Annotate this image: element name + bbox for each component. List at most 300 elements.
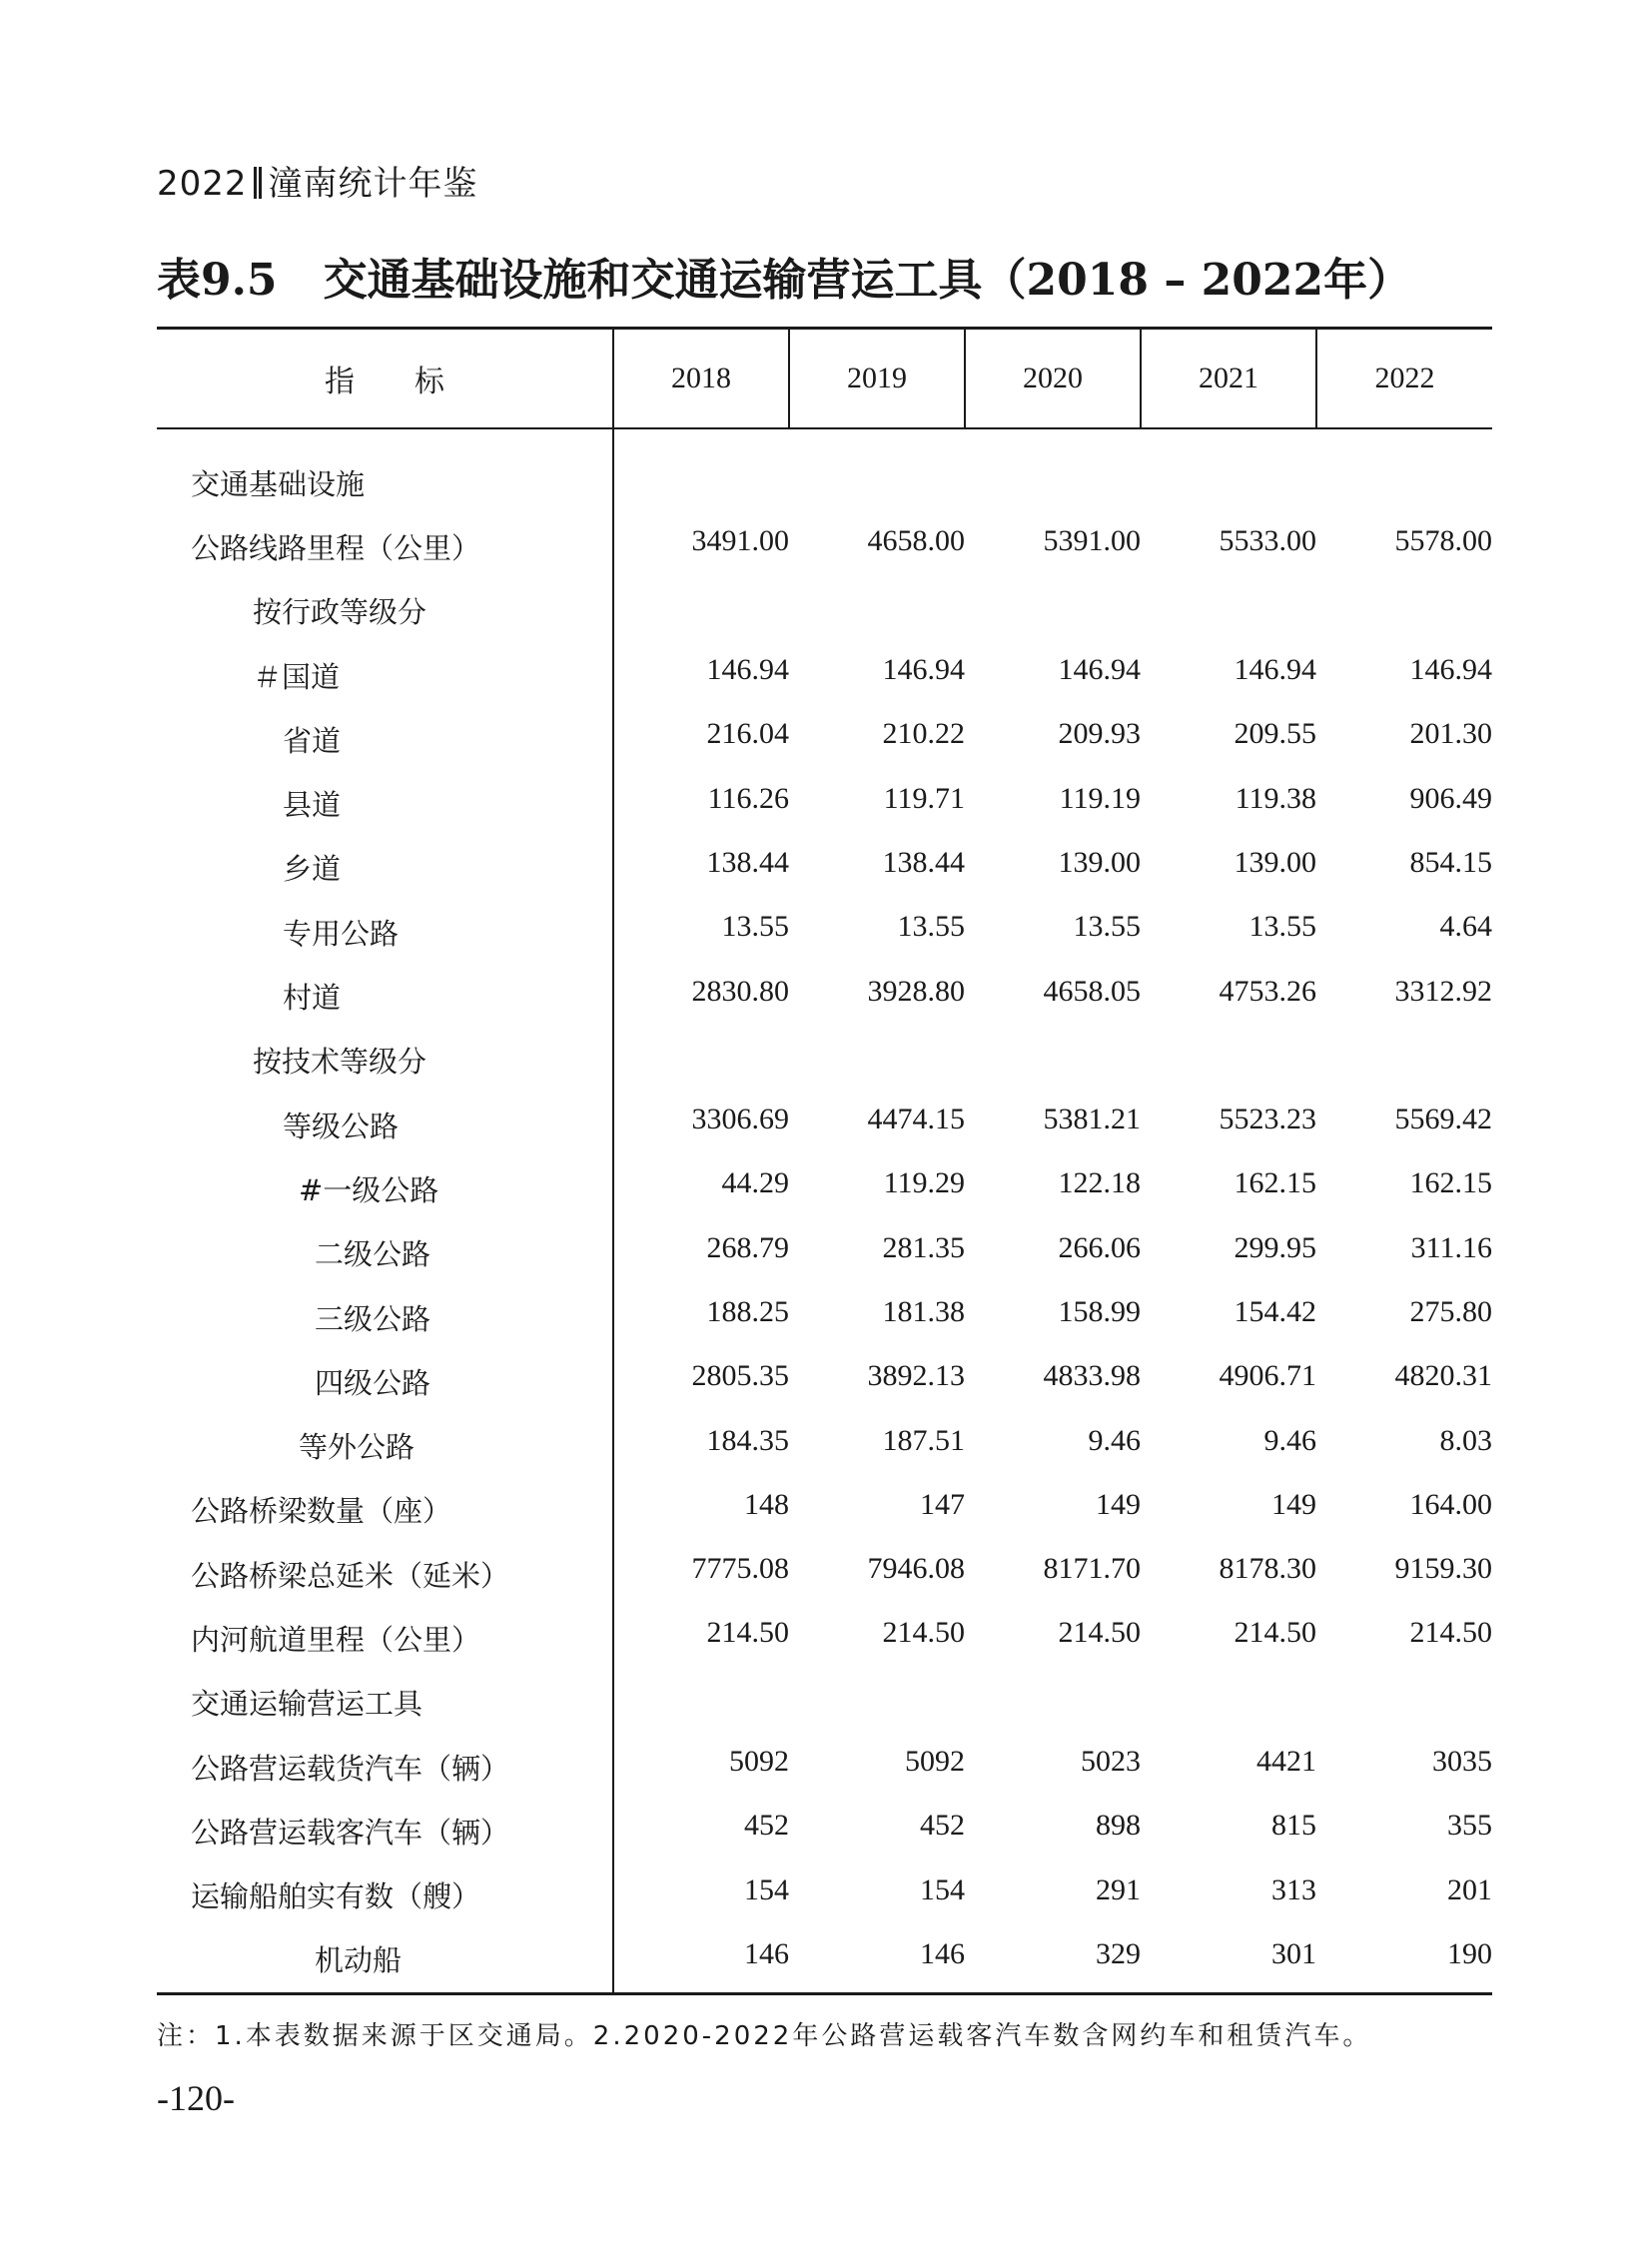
cell-value: 139.00	[1058, 845, 1141, 879]
cell-value: 149	[1271, 1487, 1316, 1521]
row-label-cell	[157, 428, 613, 511]
row-label: 省道	[283, 723, 342, 758]
cell-value: 13.55	[897, 910, 965, 944]
cell-value: 4658.05	[1043, 974, 1141, 1008]
value-cell-2022	[1316, 1282, 1492, 1346]
cell-value: 146	[744, 1936, 789, 1970]
value-cell-2020	[965, 576, 1141, 640]
value-cell-2021	[1141, 1346, 1316, 1410]
header-year: 2020	[965, 329, 1141, 429]
value-cell-2018	[613, 1346, 789, 1410]
value-cell-2022	[1316, 704, 1492, 768]
value-cell-2022	[1316, 428, 1492, 511]
value-cell-2022	[1316, 576, 1492, 640]
cell-value: 5381.21	[1043, 1103, 1141, 1136]
cell-value: 164.00	[1409, 1487, 1492, 1521]
row-label-cell	[157, 1924, 613, 1994]
value-cell-2018	[613, 897, 789, 961]
value-cell-2019	[789, 704, 965, 768]
value-cell-2022	[1316, 897, 1492, 961]
value-cell-2020	[965, 1603, 1141, 1667]
cell-value: 906.49	[1409, 781, 1492, 815]
row-label: 乡道	[283, 852, 342, 887]
row-label-cell	[157, 1861, 613, 1924]
running-head	[157, 156, 478, 205]
value-cell-2022	[1316, 961, 1492, 1025]
value-cell-2018	[613, 768, 789, 832]
cell-value: 138.44	[706, 845, 789, 879]
table-note: 注：1.本表数据来源于区交通局。2.2020-2022年公路营运载客汽车数含网约车和租赁汽车。	[157, 2021, 1372, 2051]
value-cell-2020	[965, 1539, 1141, 1603]
value-cell-2018	[613, 1026, 789, 1090]
value-cell-2021	[1141, 428, 1316, 511]
table-body	[157, 428, 1492, 1994]
table-row	[157, 1090, 1492, 1153]
cell-value: 214.50	[1058, 1616, 1141, 1650]
cell-value: 214.50	[882, 1616, 965, 1650]
cell-value: 4833.98	[1043, 1359, 1141, 1393]
value-cell-2018	[613, 428, 789, 511]
row-label-cell	[157, 1475, 613, 1539]
cell-value: 5092	[905, 1745, 965, 1779]
value-cell-2020	[965, 961, 1141, 1025]
cell-value: 3491.00	[691, 524, 789, 558]
cell-value: 147	[920, 1487, 965, 1521]
cell-value: 355	[1447, 1809, 1492, 1843]
value-cell-2022	[1316, 1410, 1492, 1474]
value-cell-2022	[1316, 1153, 1492, 1217]
table-row	[157, 1861, 1492, 1924]
value-cell-2020	[965, 428, 1141, 511]
row-label-cell	[157, 1090, 613, 1153]
cell-value: 4820.31	[1394, 1359, 1492, 1393]
table-row	[157, 897, 1492, 961]
value-cell-2018	[613, 511, 789, 575]
cell-value: 188.25	[706, 1295, 789, 1328]
row-label: 交通基础设施	[191, 466, 366, 501]
value-cell-2018	[613, 1218, 789, 1282]
cell-value: 201	[1447, 1872, 1492, 1906]
table-row	[157, 640, 1492, 704]
value-cell-2019	[789, 428, 965, 511]
value-cell-2022	[1316, 1732, 1492, 1796]
table-row	[157, 1282, 1492, 1346]
cell-value: 146	[920, 1936, 965, 1970]
cell-value: 5533.00	[1219, 524, 1316, 558]
cell-value: 5391.00	[1043, 524, 1141, 558]
row-label: 公路营运载客汽车（辆）	[191, 1815, 510, 1850]
value-cell-2020	[965, 1475, 1141, 1539]
header-year: 2021	[1141, 329, 1316, 429]
value-cell-2020	[965, 1732, 1141, 1796]
table-row	[157, 1924, 1492, 1994]
table-row	[157, 1346, 1492, 1410]
value-cell-2022	[1316, 640, 1492, 704]
cell-value: 146.94	[706, 653, 789, 687]
row-label-cell	[157, 576, 613, 640]
value-cell-2018	[613, 1410, 789, 1474]
value-cell-2020	[965, 768, 1141, 832]
value-cell-2019	[789, 1218, 965, 1282]
value-cell-2022	[1316, 1796, 1492, 1860]
row-label: 机动船	[315, 1943, 403, 1978]
cell-value: 214.50	[1409, 1616, 1492, 1650]
cell-value: 154	[920, 1872, 965, 1906]
value-cell-2021	[1141, 1282, 1316, 1346]
cell-value: 268.79	[706, 1230, 789, 1264]
cell-value: 13.55	[1248, 910, 1316, 944]
row-label: 等外公路	[299, 1430, 415, 1465]
cell-value: 2805.35	[691, 1359, 789, 1393]
value-cell-2022	[1316, 511, 1492, 575]
cell-value: 4.64	[1439, 910, 1492, 944]
cell-value: 281.35	[882, 1230, 965, 1264]
cell-value: 9.46	[1088, 1423, 1141, 1457]
value-cell-2020	[965, 1218, 1141, 1282]
value-cell-2019	[789, 1603, 965, 1667]
table-row	[157, 1410, 1492, 1474]
value-cell-2021	[1141, 1603, 1316, 1667]
cell-value: 313	[1271, 1872, 1316, 1906]
value-cell-2018	[613, 1603, 789, 1667]
value-cell-2019	[789, 576, 965, 640]
value-cell-2019	[789, 1924, 965, 1994]
value-cell-2021	[1141, 1732, 1316, 1796]
row-label: 按行政等级分	[253, 595, 427, 630]
value-cell-2020	[965, 1026, 1141, 1090]
row-label-cell	[157, 1732, 613, 1796]
row-label: 内河航道里程（公里）	[191, 1622, 481, 1657]
table-row	[157, 1153, 1492, 1217]
cell-value: 119.71	[883, 781, 965, 815]
value-cell-2019	[789, 961, 965, 1025]
value-cell-2020	[965, 1796, 1141, 1860]
cell-value: 5023	[1081, 1745, 1141, 1779]
cell-value: 146.94	[882, 653, 965, 687]
cell-value: 44.29	[721, 1166, 789, 1200]
table-row	[157, 1603, 1492, 1667]
cell-value: 3312.92	[1394, 974, 1492, 1008]
cell-value: 291	[1096, 1872, 1141, 1906]
value-cell-2018	[613, 640, 789, 704]
cell-value: 116.26	[707, 781, 789, 815]
cell-value: 452	[744, 1809, 789, 1843]
cell-value: 7946.08	[867, 1552, 965, 1586]
value-cell-2018	[613, 1153, 789, 1217]
cell-value: 210.22	[882, 717, 965, 751]
value-cell-2019	[789, 1796, 965, 1860]
table-row	[157, 833, 1492, 897]
cell-value: 154	[744, 1872, 789, 1906]
table-row	[157, 428, 1492, 511]
value-cell-2018	[613, 1282, 789, 1346]
header-year: 2018	[613, 329, 789, 429]
cell-value: 8.03	[1439, 1423, 1492, 1457]
value-cell-2021	[1141, 768, 1316, 832]
value-cell-2022	[1316, 1090, 1492, 1153]
cell-value: 4906.71	[1219, 1359, 1316, 1393]
value-cell-2018	[613, 833, 789, 897]
value-cell-2018	[613, 1924, 789, 1994]
cell-value: 13.55	[721, 910, 789, 944]
cell-value: 3306.69	[691, 1103, 789, 1136]
value-cell-2019	[789, 511, 965, 575]
cell-value: 299.95	[1234, 1230, 1316, 1264]
data-table	[157, 327, 1492, 1995]
header-row	[157, 329, 1492, 429]
header-year: 2022	[1316, 329, 1492, 429]
cell-value: 3892.13	[867, 1359, 965, 1393]
row-label-cell	[157, 1153, 613, 1217]
cell-value: 4421	[1256, 1745, 1316, 1779]
cell-value: 3928.80	[867, 974, 965, 1008]
row-label: 交通运输营运工具	[191, 1687, 423, 1722]
value-cell-2020	[965, 1924, 1141, 1994]
row-label-cell	[157, 1668, 613, 1732]
value-cell-2019	[789, 640, 965, 704]
row-label: 等级公路	[283, 1109, 400, 1143]
row-label: 村道	[283, 981, 342, 1016]
row-label-cell	[157, 897, 613, 961]
page-number: -120-	[157, 2078, 235, 2118]
value-cell-2020	[965, 1861, 1141, 1924]
value-cell-2022	[1316, 1475, 1492, 1539]
cell-value: 201.30	[1409, 717, 1492, 751]
value-cell-2019	[789, 897, 965, 961]
cell-value: 119.19	[1059, 781, 1141, 815]
cell-value: 7775.08	[691, 1552, 789, 1586]
cell-value: 146.94	[1234, 653, 1316, 687]
row-label-cell	[157, 1218, 613, 1282]
row-label-cell	[157, 640, 613, 704]
value-cell-2021	[1141, 1090, 1316, 1153]
value-cell-2019	[789, 1090, 965, 1153]
value-cell-2018	[613, 1475, 789, 1539]
cell-value: 275.80	[1409, 1295, 1492, 1328]
row-label-cell	[157, 704, 613, 768]
value-cell-2019	[789, 1026, 965, 1090]
value-cell-2022	[1316, 1861, 1492, 1924]
value-cell-2022	[1316, 1218, 1492, 1282]
cell-value: 154.42	[1234, 1295, 1316, 1328]
row-label-cell	[157, 1603, 613, 1667]
row-label-cell	[157, 511, 613, 575]
value-cell-2019	[789, 833, 965, 897]
cell-value: 138.44	[882, 845, 965, 879]
cell-value: 181.38	[882, 1295, 965, 1328]
row-label-cell	[157, 1539, 613, 1603]
value-cell-2019	[789, 1861, 965, 1924]
cell-value: 5523.23	[1219, 1103, 1316, 1136]
divider-bars	[254, 167, 257, 199]
value-cell-2022	[1316, 1603, 1492, 1667]
cell-value: 8178.30	[1219, 1552, 1316, 1586]
row-label: #一级公路	[299, 1172, 439, 1207]
value-cell-2022	[1316, 1346, 1492, 1410]
header-year: 2019	[789, 329, 965, 429]
value-cell-2021	[1141, 1539, 1316, 1603]
value-cell-2021	[1141, 1924, 1316, 1994]
table-row	[157, 511, 1492, 575]
cell-value: 4658.00	[867, 524, 965, 558]
row-label: 公路线路里程（公里）	[191, 530, 481, 565]
value-cell-2022	[1316, 1924, 1492, 1994]
value-cell-2020	[965, 1282, 1141, 1346]
table-title	[157, 244, 1411, 308]
value-cell-2021	[1141, 1026, 1316, 1090]
value-cell-2019	[789, 1732, 965, 1796]
cell-value: 209.55	[1234, 717, 1316, 751]
cell-value: 5569.42	[1394, 1103, 1492, 1136]
cell-value: 216.04	[706, 717, 789, 751]
value-cell-2020	[965, 1346, 1141, 1410]
value-cell-2019	[789, 1346, 965, 1410]
value-cell-2019	[789, 1668, 965, 1732]
value-cell-2021	[1141, 1475, 1316, 1539]
cell-value: 119.29	[883, 1166, 965, 1200]
row-label-cell	[157, 768, 613, 832]
value-cell-2021	[1141, 704, 1316, 768]
value-cell-2021	[1141, 1410, 1316, 1474]
cell-value: 452	[920, 1809, 965, 1843]
value-cell-2020	[965, 1410, 1141, 1474]
row-label-cell	[157, 1796, 613, 1860]
value-cell-2020	[965, 704, 1141, 768]
row-label-cell	[157, 961, 613, 1025]
value-cell-2018	[613, 1090, 789, 1153]
table-number: 表9.5	[157, 255, 278, 306]
cell-value: 214.50	[706, 1616, 789, 1650]
value-cell-2018	[613, 576, 789, 640]
table-row	[157, 1475, 1492, 1539]
table-title-text: 交通基础设施和交通运输营运工具（2018 – 2022年）	[323, 255, 1412, 306]
value-cell-2019	[789, 1153, 965, 1217]
data-table-container	[157, 327, 1492, 1995]
row-label: 按技术等级分	[253, 1045, 427, 1080]
value-cell-2021	[1141, 1153, 1316, 1217]
cell-value: 146.94	[1409, 653, 1492, 687]
value-cell-2022	[1316, 1668, 1492, 1732]
value-cell-2018	[613, 704, 789, 768]
value-cell-2021	[1141, 640, 1316, 704]
cell-value: 214.50	[1234, 1616, 1316, 1650]
cell-value: 8171.70	[1043, 1552, 1141, 1586]
value-cell-2021	[1141, 1218, 1316, 1282]
header-indicator: 指 标	[157, 329, 613, 429]
cell-value: 301	[1271, 1936, 1316, 1970]
table-row	[157, 1026, 1492, 1090]
cell-value: 162.15	[1409, 1166, 1492, 1200]
cell-value: 815	[1271, 1809, 1316, 1843]
value-cell-2021	[1141, 961, 1316, 1025]
table-row	[157, 1668, 1492, 1732]
row-label: ＃国道	[253, 659, 341, 694]
value-cell-2022	[1316, 1026, 1492, 1090]
value-cell-2020	[965, 1090, 1141, 1153]
value-cell-2019	[789, 1475, 965, 1539]
value-cell-2018	[613, 1861, 789, 1924]
table-row	[157, 1796, 1492, 1860]
row-label: 公路桥梁数量（座）	[191, 1494, 452, 1529]
value-cell-2021	[1141, 1861, 1316, 1924]
value-cell-2022	[1316, 1539, 1492, 1603]
table-row	[157, 1218, 1492, 1282]
value-cell-2020	[965, 640, 1141, 704]
value-cell-2022	[1316, 768, 1492, 832]
cell-value: 3035	[1432, 1745, 1492, 1779]
cell-value: 139.00	[1234, 845, 1316, 879]
value-cell-2021	[1141, 1796, 1316, 1860]
value-cell-2018	[613, 1796, 789, 1860]
value-cell-2021	[1141, 1668, 1316, 1732]
table-row	[157, 1539, 1492, 1603]
cell-value: 898	[1096, 1809, 1141, 1843]
cell-value: 148	[744, 1487, 789, 1521]
value-cell-2020	[965, 1668, 1141, 1732]
row-label-cell	[157, 1026, 613, 1090]
cell-value: 9159.30	[1394, 1552, 1492, 1586]
value-cell-2020	[965, 511, 1141, 575]
value-cell-2019	[789, 1410, 965, 1474]
value-cell-2021	[1141, 576, 1316, 640]
row-label-cell	[157, 1346, 613, 1410]
running-head-book: 潼南统计年鉴	[268, 164, 478, 204]
value-cell-2019	[789, 768, 965, 832]
value-cell-2019	[789, 1539, 965, 1603]
cell-value: 184.35	[706, 1423, 789, 1457]
row-label: 公路营运载货汽车（辆）	[191, 1751, 510, 1786]
value-cell-2018	[613, 1732, 789, 1796]
running-head-year: 2022	[157, 164, 248, 204]
row-label-cell	[157, 833, 613, 897]
row-label-cell	[157, 1410, 613, 1474]
value-cell-2018	[613, 1539, 789, 1603]
cell-value: 158.99	[1058, 1295, 1141, 1328]
value-cell-2021	[1141, 833, 1316, 897]
cell-value: 2830.80	[691, 974, 789, 1008]
value-cell-2019	[789, 1282, 965, 1346]
table-row	[157, 704, 1492, 768]
value-cell-2020	[965, 1153, 1141, 1217]
cell-value: 146.94	[1058, 653, 1141, 687]
value-cell-2022	[1316, 833, 1492, 897]
cell-value: 13.55	[1073, 910, 1141, 944]
cell-value: 187.51	[882, 1423, 965, 1457]
cell-value: 4474.15	[867, 1103, 965, 1136]
table-row	[157, 1732, 1492, 1796]
row-label-cell	[157, 1282, 613, 1346]
table-row	[157, 576, 1492, 640]
row-label: 专用公路	[283, 916, 400, 951]
cell-value: 5092	[729, 1745, 789, 1779]
cell-value: 9.46	[1263, 1423, 1316, 1457]
cell-value: 190	[1447, 1936, 1492, 1970]
row-label: 县道	[283, 788, 342, 823]
cell-value: 266.06	[1058, 1230, 1141, 1264]
value-cell-2020	[965, 897, 1141, 961]
row-label: 公路桥梁总延米（延米）	[191, 1558, 510, 1593]
cell-value: 209.93	[1058, 717, 1141, 751]
cell-value: 5578.00	[1394, 524, 1492, 558]
cell-value: 854.15	[1409, 845, 1492, 879]
value-cell-2021	[1141, 897, 1316, 961]
value-cell-2021	[1141, 511, 1316, 575]
cell-value: 162.15	[1234, 1166, 1316, 1200]
value-cell-2020	[965, 833, 1141, 897]
cell-value: 119.38	[1235, 781, 1316, 815]
cell-value: 4753.26	[1219, 974, 1316, 1008]
cell-value: 149	[1096, 1487, 1141, 1521]
